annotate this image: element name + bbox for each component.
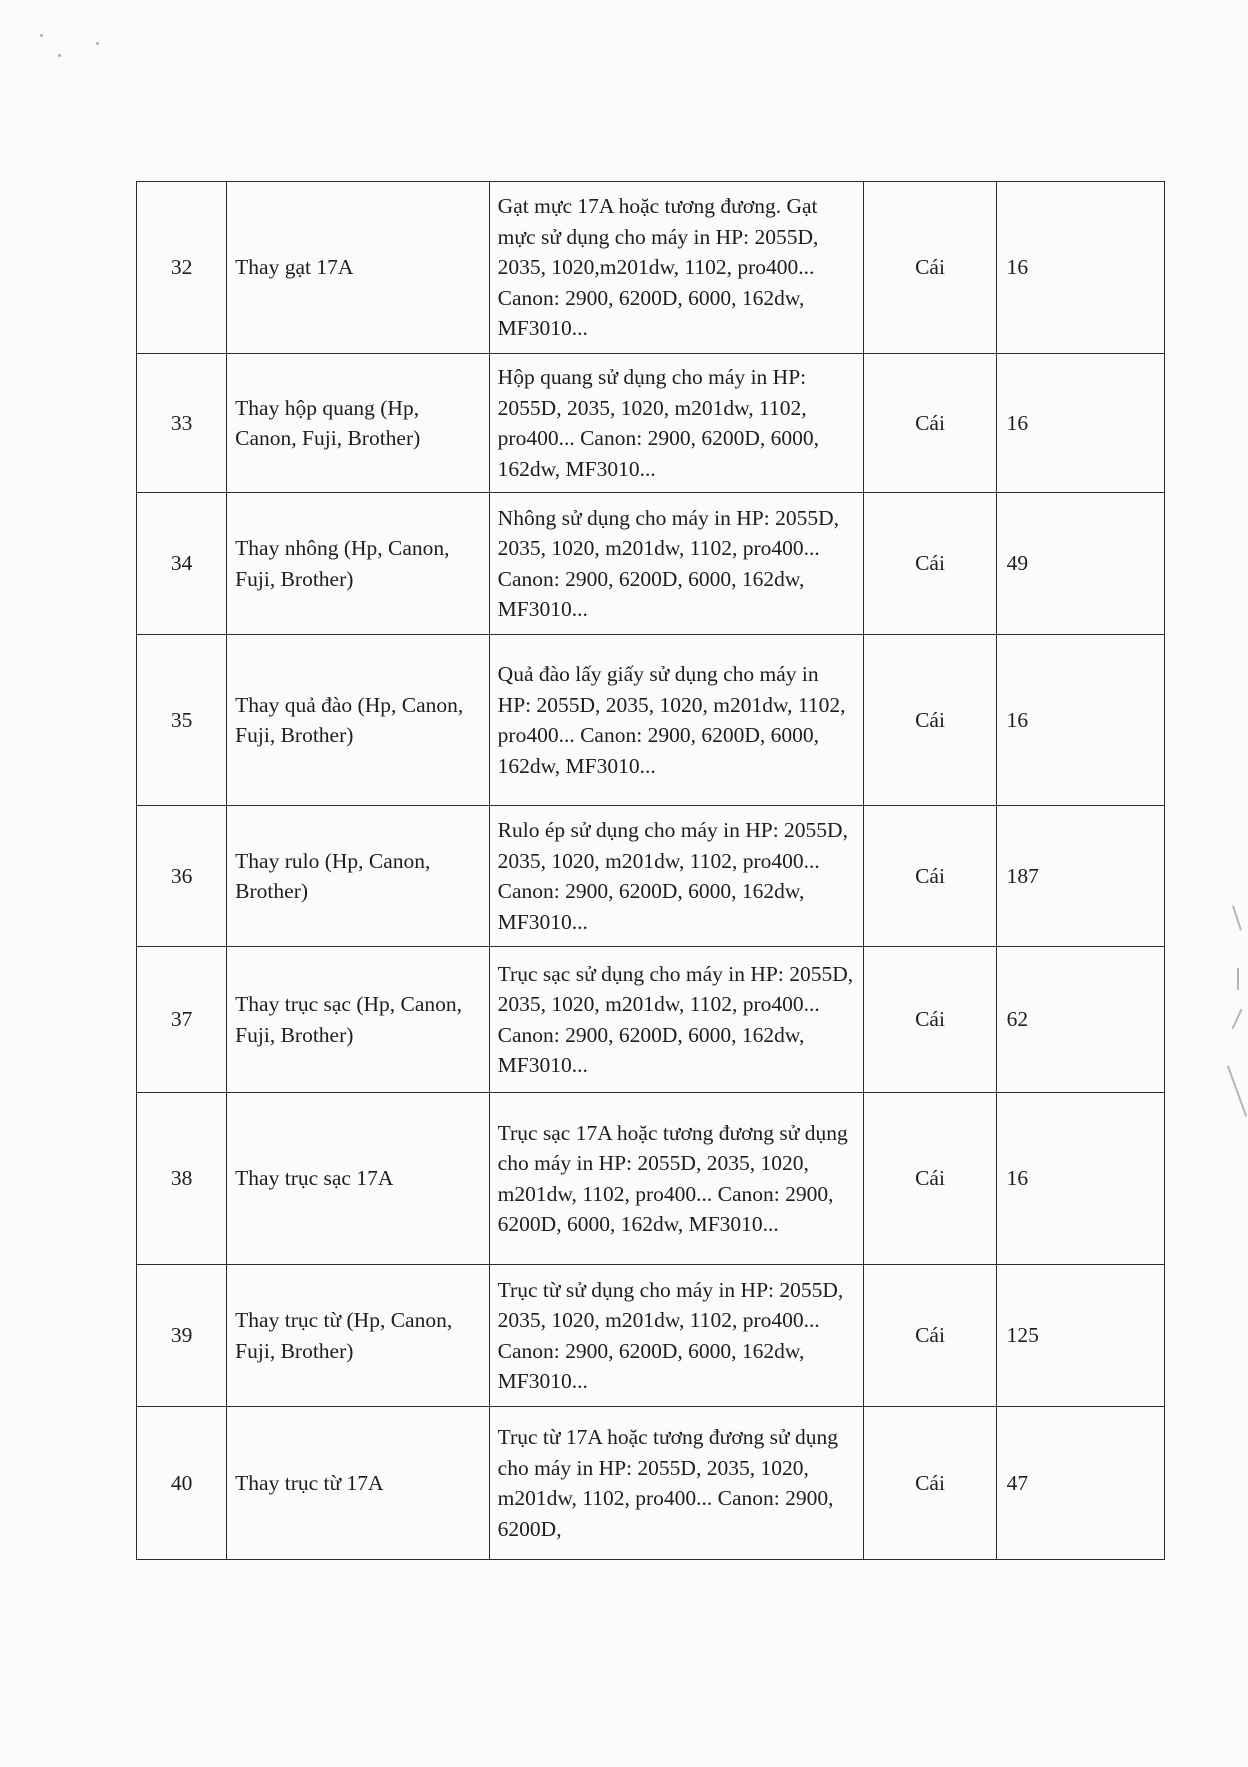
- table-row: [137, 947, 1165, 1093]
- item-name: Thay hộp quang (Hp, Canon, Fuji, Brother): [227, 354, 490, 493]
- item-unit: Cái: [864, 1265, 996, 1407]
- item-quantity: 47: [996, 1407, 1164, 1560]
- item-unit: Cái: [864, 1093, 996, 1265]
- item-name: Thay trục từ (Hp, Canon, Fuji, Brother): [227, 1265, 490, 1407]
- item-description: Trục từ sử dụng cho máy in HP: 2055D, 2035, 1020, m201dw, 1102, pro400... Canon: 2900, 6200D, 6000, 162dw, MF3010...: [489, 1265, 864, 1407]
- table-row: [137, 1093, 1165, 1265]
- scan-speck: [96, 42, 99, 45]
- item-name: Thay trục sạc 17A: [227, 1093, 490, 1265]
- item-description: Quả đào lấy giấy sử dụng cho máy in HP: 2055D, 2035, 1020, m201dw, 1102, pro400... Canon: 2900, 6200D, 6000, 162dw, MF3010...: [489, 635, 864, 806]
- scan-speck: [40, 34, 43, 37]
- row-number: 34: [137, 493, 227, 635]
- item-unit: Cái: [864, 182, 996, 354]
- item-unit: Cái: [864, 354, 996, 493]
- item-quantity: 62: [996, 947, 1164, 1093]
- row-number: 39: [137, 1265, 227, 1407]
- item-quantity: 16: [996, 182, 1164, 354]
- item-quantity: 125: [996, 1265, 1164, 1407]
- table-row: [137, 182, 1165, 354]
- item-quantity: 187: [996, 806, 1164, 947]
- scan-mark: [1231, 1009, 1242, 1030]
- table-row: [137, 806, 1165, 947]
- item-description: Trục sạc sử dụng cho máy in HP: 2055D, 2035, 1020, m201dw, 1102, pro400... Canon: 2900, 6200D, 6000, 162dw, MF3010...: [489, 947, 864, 1093]
- item-name: Thay gạt 17A: [227, 182, 490, 354]
- row-number: 40: [137, 1407, 227, 1560]
- item-name: Thay rulo (Hp, Canon, Brother): [227, 806, 490, 947]
- row-number: 36: [137, 806, 227, 947]
- row-number: 33: [137, 354, 227, 493]
- item-quantity: 16: [996, 1093, 1164, 1265]
- item-name: Thay nhông (Hp, Canon, Fuji, Brother): [227, 493, 490, 635]
- item-quantity: 49: [996, 493, 1164, 635]
- table-row: [137, 635, 1165, 806]
- scan-speck: [58, 54, 61, 57]
- scan-mark: [1237, 968, 1239, 990]
- item-name: Thay quả đào (Hp, Canon, Fuji, Brother): [227, 635, 490, 806]
- equipment-table: [136, 181, 1165, 1560]
- table-row: [137, 1265, 1165, 1407]
- table-row: [137, 493, 1165, 635]
- item-unit: Cái: [864, 493, 996, 635]
- row-number: 32: [137, 182, 227, 354]
- item-description: Nhông sử dụng cho máy in HP: 2055D, 2035, 1020, m201dw, 1102, pro400... Canon: 2900, 6200D, 6000, 162dw, MF3010...: [489, 493, 864, 635]
- scan-mark: [1232, 905, 1242, 930]
- table-row: [137, 1407, 1165, 1560]
- scan-mark: [1227, 1065, 1247, 1116]
- item-quantity: 16: [996, 354, 1164, 493]
- item-quantity: 16: [996, 635, 1164, 806]
- table-row: [137, 354, 1165, 493]
- item-name: Thay trục sạc (Hp, Canon, Fuji, Brother): [227, 947, 490, 1093]
- item-unit: Cái: [864, 635, 996, 806]
- item-description: Gạt mực 17A hoặc tương đương. Gạt mực sử dụng cho máy in HP: 2055D, 2035, 1020,m201dw, 1102, pro400... Canon: 2900, 6200D, 6000, 162dw, MF3010...: [489, 182, 864, 354]
- item-name: Thay trục từ 17A: [227, 1407, 490, 1560]
- item-unit: Cái: [864, 947, 996, 1093]
- item-description: Hộp quang sử dụng cho máy in HP: 2055D, 2035, 1020, m201dw, 1102, pro400... Canon: 2900, 6200D, 6000, 162dw, MF3010...: [489, 354, 864, 493]
- item-unit: Cái: [864, 1407, 996, 1560]
- row-number: 37: [137, 947, 227, 1093]
- item-unit: Cái: [864, 806, 996, 947]
- item-description: Rulo ép sử dụng cho máy in HP: 2055D, 2035, 1020, m201dw, 1102, pro400... Canon: 2900, 6200D, 6000, 162dw, MF3010...: [489, 806, 864, 947]
- item-description: Trục sạc 17A hoặc tương đương sử dụng cho máy in HP: 2055D, 2035, 1020, m201dw, 1102, pro400... Canon: 2900, 6200D, 6000, 162dw, MF3010...: [489, 1093, 864, 1265]
- row-number: 38: [137, 1093, 227, 1265]
- item-description: Trục từ 17A hoặc tương đương sử dụng cho máy in HP: 2055D, 2035, 1020, m201dw, 1102, pro400... Canon: 2900, 6200D,: [489, 1407, 864, 1560]
- row-number: 35: [137, 635, 227, 806]
